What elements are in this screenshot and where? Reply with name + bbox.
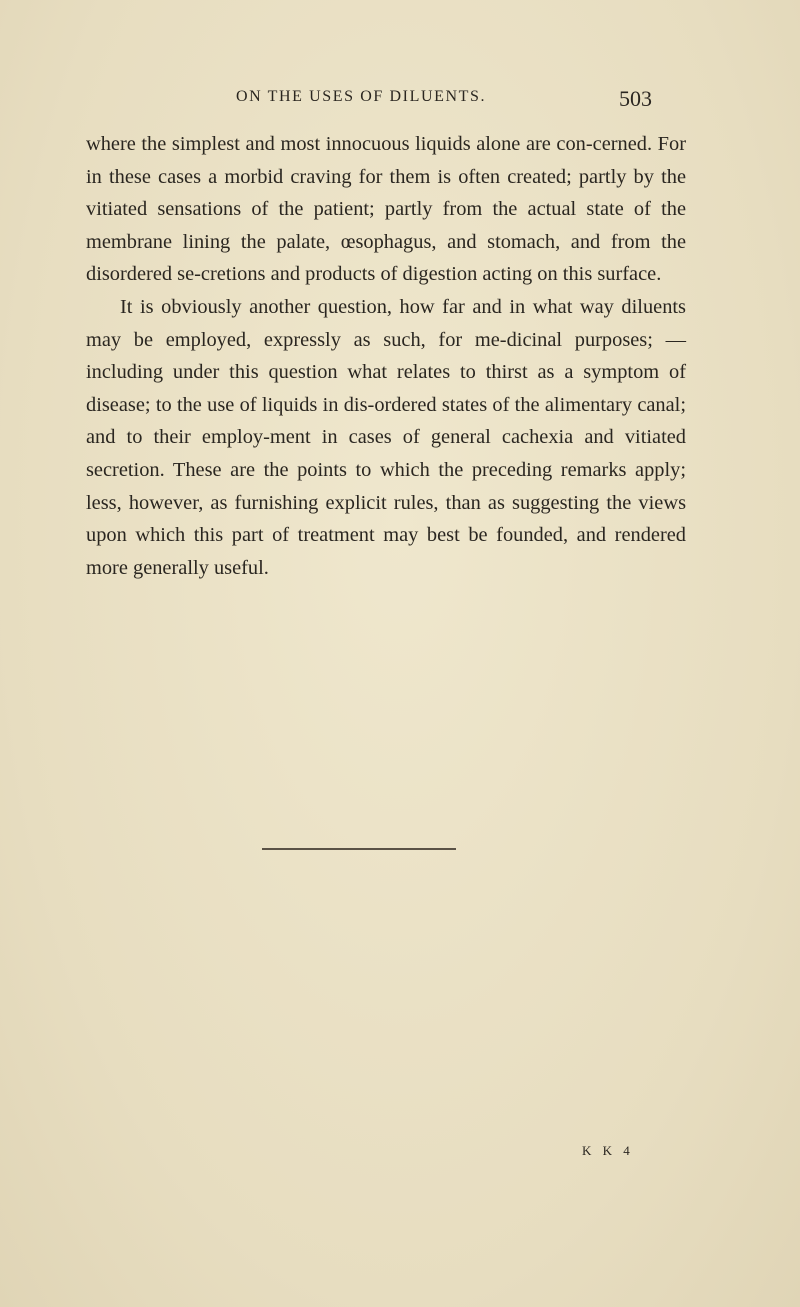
section-end-rule (262, 848, 456, 850)
signature-mark: K K 4 (582, 1143, 634, 1158)
paragraph-continuation: where the simplest and most innocuous liquids alone are con-cerned. For in these cases a morbid craving for them is often created; partly by the vitiated sensations of the patient; partly from the actual state of the membrane lining the palate, œsophagus, and stomach, and from the disordered se-cretions and products of digestion acting on this surface. (86, 133, 686, 286)
page-number: 503 (619, 86, 652, 111)
running-title: ON THE USES OF DILUENTS. (236, 88, 487, 105)
paragraph-diluents-question: It is obviously another question, how far and in what way diluents may be employed, expressly as such, for me-dicinal purposes; —including under this question what relates to thirst as a symptom of disease; to the use of liquids in dis-ordered states of the alimentary canal; and to their employ-ment in cases of general cachexia and vitiated secretion. These are the points to which the preceding remarks apply; less, however, as furnishing explicit rules, than as suggesting the views upon which this part of treatment may best be founded, and rendered more generally useful. (86, 295, 686, 579)
running-head (0, 86, 800, 116)
body-text (86, 128, 686, 584)
